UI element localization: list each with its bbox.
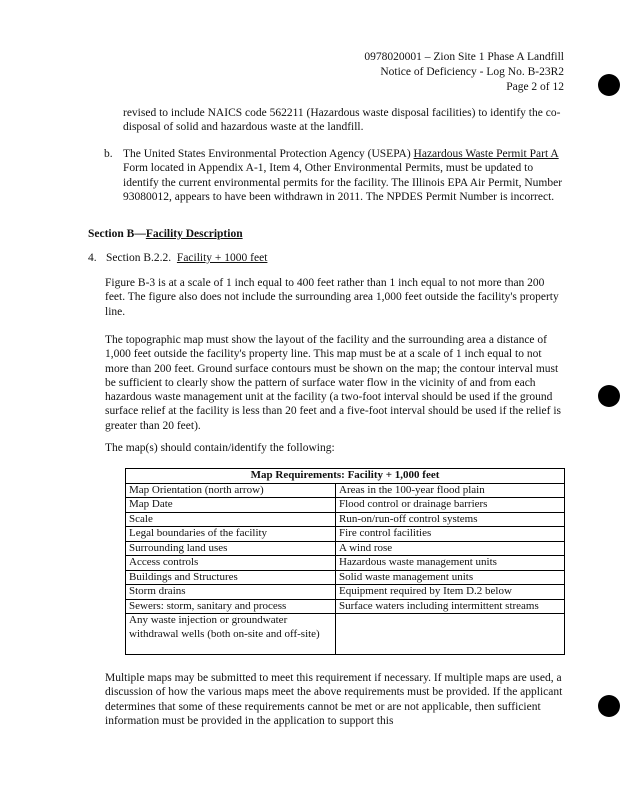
- paragraph-multiple-maps: Multiple maps may be submitted to meet this requirement if necessary. If multiple maps are used, a discussion of how the various maps meet the above requirements must be provided. If the applicant determines that some of these requirements cannot be met or are not applicable, then sufficient information must be provided in the application to support this: [105, 672, 563, 727]
- table-cell-left: Buildings and Structures: [126, 570, 336, 585]
- binder-hole-bottom: [598, 695, 620, 717]
- binder-hole-middle: [598, 385, 620, 407]
- paragraph-topographic-map: The topographic map must show the layout of the facility and the surrounding area a distance of 1,000 feet outside the facility's property line. This map must be at a scale of 1 inch equal to not more than 200 feet. Ground surface contours must be shown on the map; the contour interval must be sufficient to clearly show the pattern of surface water flow in the vicinity of and from each hazardous waste management unit at the facility (a two-foot interval should be used if the ground surface relief at the facility is less than 20 feet and a five-foot interval should be used if the relief is greater than 20 feet).: [105, 334, 561, 432]
- binder-hole-top: [598, 74, 620, 96]
- table-cell-left: Surrounding land uses: [126, 541, 336, 556]
- item-4-number: 4.: [88, 252, 97, 264]
- map-requirements-table: [125, 468, 565, 655]
- table-cell-left: Any waste injection or groundwater withdrawal wells (both on-site and off-site): [126, 614, 336, 655]
- section-heading: [88, 228, 243, 240]
- table-row: [126, 483, 565, 498]
- item-b-pre: The United States Environmental Protection Agency (USEPA): [123, 148, 414, 160]
- intro-text: revised to include NAICS code 562211 (Hazardous waste disposal facilities) to identify the co-disposal of solid and hazardous waste at the landfill.: [123, 107, 561, 134]
- table-cell-left: Access controls: [126, 556, 336, 571]
- item-b-post: Form located in Appendix A-1, Item 4, Other Environmental Permits, must be updated to identify the current environmental permits for the facility. The Illinois EPA Air Permit, Number 93080012, appears to have been withdrawn in 2011. The NPDES Permit Number is incorrect.: [123, 162, 563, 203]
- table-row: [126, 570, 565, 585]
- table-cell-left: Map Date: [126, 498, 336, 513]
- table-cell-left: Legal boundaries of the facility: [126, 527, 336, 542]
- table-cell-right: Equipment required by Item D.2 below: [336, 585, 565, 600]
- table-cell-right: Areas in the 100-year flood plain: [336, 483, 565, 498]
- table-row: [126, 512, 565, 527]
- table-cell-right: A wind rose: [336, 541, 565, 556]
- table-row: [126, 599, 565, 614]
- table-cell-right: [336, 614, 565, 655]
- table-row: [126, 585, 565, 600]
- table-cell-left: Map Orientation (north arrow): [126, 483, 336, 498]
- intro-continuation: [123, 106, 563, 135]
- table-cell-right: Solid waste management units: [336, 570, 565, 585]
- table-row: [126, 614, 565, 655]
- table-cell-right: Run-on/run-off control systems: [336, 512, 565, 527]
- item-b-text: [123, 147, 563, 204]
- item-4-title: Facility + 1000 feet: [176, 252, 268, 264]
- item-b-label: b.: [104, 148, 113, 160]
- item-4-heading: [88, 252, 267, 264]
- table-cell-right: Hazardous waste management units: [336, 556, 565, 571]
- section-prefix: Section B—: [88, 228, 146, 240]
- table-cell-right: Surface waters including intermittent streams: [336, 599, 565, 614]
- table-row: [126, 556, 565, 571]
- paragraph-map-contents: The map(s) should contain/identify the following:: [105, 442, 335, 454]
- table-cell-right: Fire control facilities: [336, 527, 565, 542]
- header-line-log: Notice of Deficiency - Log No. B-23R2: [380, 66, 564, 78]
- table-cell-left: Sewers: storm, sanitary and process: [126, 599, 336, 614]
- item-4-ref: Section B.2.2.: [106, 252, 172, 264]
- page-header: [364, 50, 564, 95]
- table-row: [126, 498, 565, 513]
- header-line-site: 0978020001 – Zion Site 1 Phase A Landfill: [364, 51, 564, 63]
- table-row: [126, 527, 565, 542]
- item-b-part-a-form: Hazardous Waste Permit Part A: [413, 148, 559, 160]
- table-title: Map Requirements: Facility + 1,000 feet: [126, 469, 565, 484]
- section-title: Facility Description: [145, 228, 243, 240]
- table-cell-left: Storm drains: [126, 585, 336, 600]
- table-cell-left: Scale: [126, 512, 336, 527]
- paragraph-figure-scale: Figure B-3 is at a scale of 1 inch equal to 400 feet rather than 1 inch equal to not more than 200 feet. The figure also does not include the surrounding area 1,000 feet outside the facility's property line.: [105, 277, 559, 318]
- table-row: [126, 541, 565, 556]
- header-line-page: Page 2 of 12: [506, 81, 564, 93]
- table-cell-right: Flood control or drainage barriers: [336, 498, 565, 513]
